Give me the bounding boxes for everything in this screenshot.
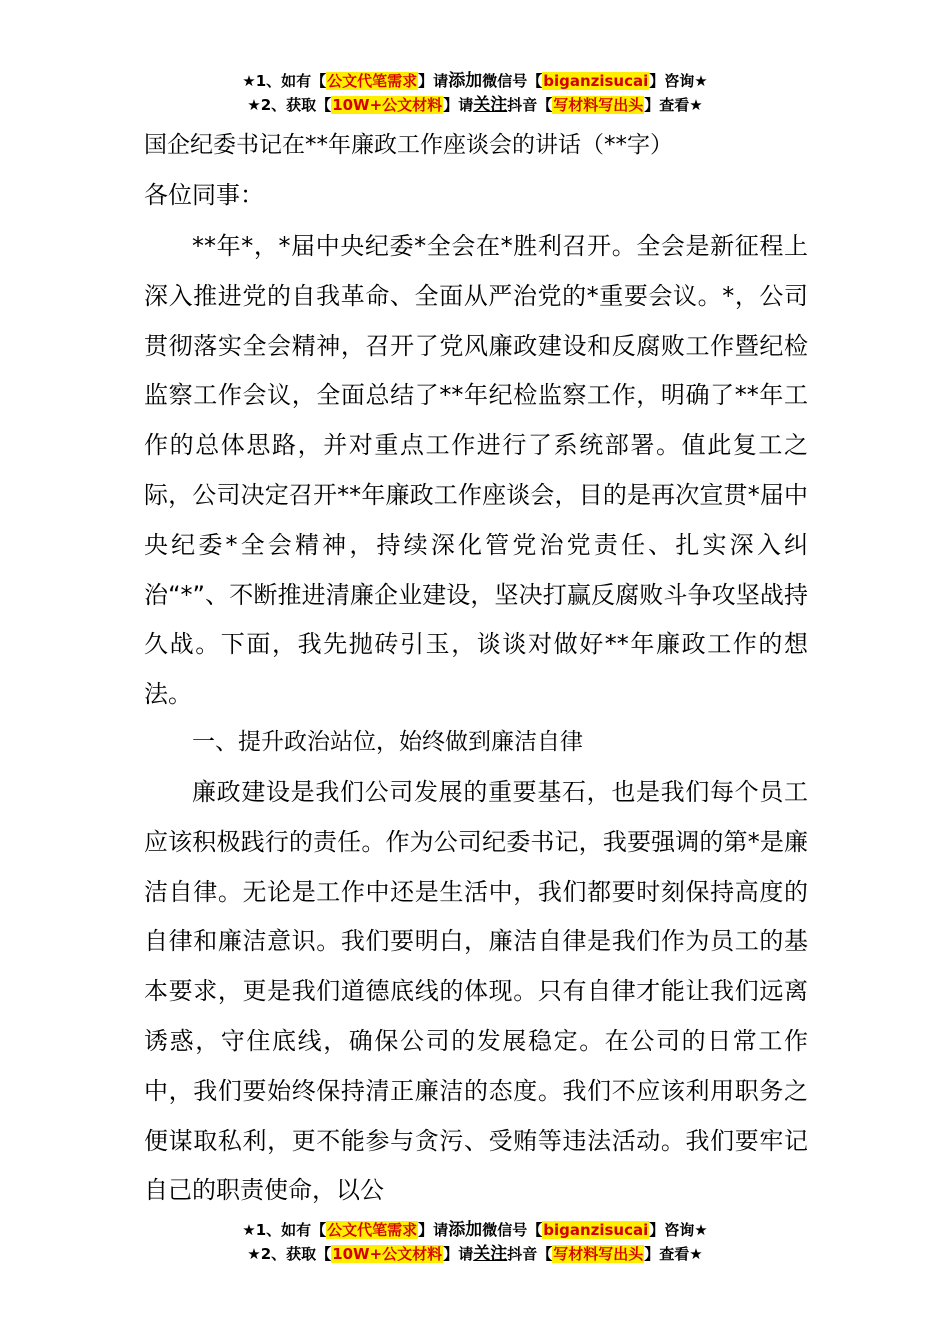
promo-text: 】请 [443,1245,474,1263]
document-greeting: 各位同事： [144,181,264,209]
promo-text: 】查看★ [644,96,703,114]
promo-text: ★1、如有【 [242,1221,327,1239]
promo-text: 抖音【 [507,96,553,114]
promo-highlight-service: 公文代笔需求 [327,1221,418,1239]
promo-text: 】咨询★ [649,1221,708,1239]
promo-text: 】请 [443,96,474,114]
promo-line-2-top [0,94,950,116]
promo-text: ★2、获取【 [247,1245,332,1263]
promo-highlight-materials: 10W+公文材料 [332,96,443,114]
promo-emphasis: 关注 [473,95,508,115]
promo-text: 】查看★ [644,1245,703,1263]
body-paragraph-1: **年*，*届中央纪委*全会在*胜利召开。全会是新征程上深入推进党的自我革命、全面从严治党的*重要会议。*，公司贯彻落实全会精神，召开了党风廉政建设和反腐败工作暨纪检监察工作会议，全面总结了**年纪检监察工作，明确了**年工作的总体思路，并对重点工作进行了系统部署。值此复工之际，公司决定召开**年廉政工作座谈会，目的是再次宣贯*届中央纪委*全会精神，持续深化管党治党责任、扎实深入纠治“*”、不断推进清廉企业建设，坚决打赢反腐败斗争攻坚战持久战。下面，我先抛砖引玉，谈谈对做好**年廉政工作的想法。 [144,232,808,709]
promo-text: 】咨询★ [649,72,708,90]
promo-highlight-douyin-account: 写材料写出头 [553,1245,644,1263]
promo-text: ★2、获取【 [247,96,332,114]
promo-highlight-douyin-account: 写材料写出头 [553,96,644,114]
promo-text: ★1、如有【 [242,72,327,90]
promo-emphasis: 关注 [473,1244,508,1264]
promo-text: 】请 [418,72,449,90]
promo-line-1-top [0,70,950,92]
section-heading-1: 一、提升政治站位，始终做到廉洁自律 [192,729,583,755]
promo-emphasis: 添加 [448,1220,483,1240]
promo-highlight-materials: 10W+公文材料 [332,1245,443,1263]
promo-text: 抖音【 [507,1245,553,1263]
document-title: 国企纪委书记在**年廉政工作座谈会的讲话（**字） [144,132,673,158]
promo-text: 微信号【 [482,1221,543,1239]
promo-text: 微信号【 [482,72,543,90]
promo-highlight-service: 公文代笔需求 [327,72,418,90]
promo-text: 】请 [418,1221,449,1239]
promo-emphasis: 添加 [448,71,483,91]
promo-highlight-wechat-id: biganzisucai [543,1221,649,1239]
promo-highlight-wechat-id: biganzisucai [543,72,649,90]
body-paragraph-2: 廉政建设是我们公司发展的重要基石，也是我们每个员工应该积极践行的责任。作为公司纪委书记，我要强调的第*是廉洁自律。无论是工作中还是生活中，我们都要时刻保持高度的自律和廉洁意识。我们要明白，廉洁自律是我们作为员工的基本要求，更是我们道德底线的体现。只有自律才能让我们远离诱惑，守住底线，确保公司的发展稳定。在公司的日常工作中，我们要始终保持清正廉洁的态度。我们不应该利用职务之便谋取私利，更不能参与贪污、受贿等违法活动。我们要牢记自己的职责使命，以公 [144,778,808,1205]
promo-line-1-bottom [0,1219,950,1241]
promo-line-2-bottom [0,1243,950,1265]
